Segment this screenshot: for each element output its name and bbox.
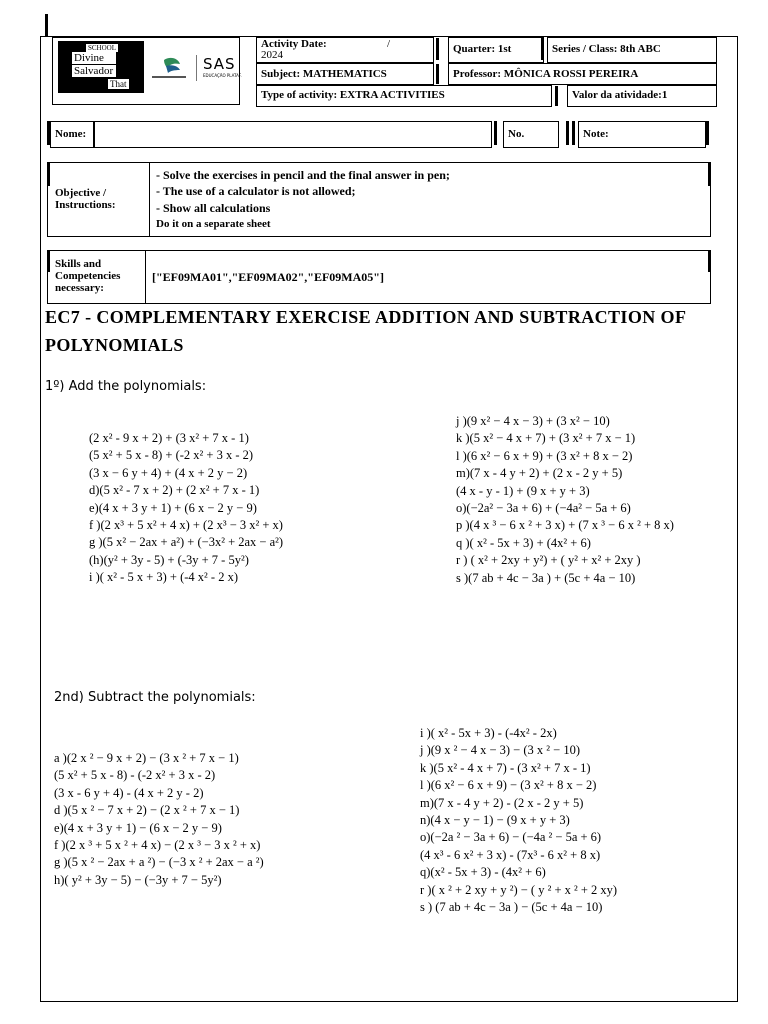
skills-label-line2: Competencies: [55, 270, 121, 282]
divider-bar: [555, 86, 558, 106]
exercise-item: e)(4 x + 3 y + 1) + (6 x − 2 y − 9): [89, 500, 257, 515]
quarter-cell: Quarter: 1st: [448, 37, 544, 63]
activity-date-slash: /: [387, 38, 391, 50]
exercise-item: j )(9 x² − 4 x − 3) + (3 x² − 10): [456, 414, 610, 428]
objective-label-line1: Objective /: [55, 187, 107, 199]
activity-date-label: Activity Date:: [261, 38, 327, 50]
exercise-item: (3 x − 6 y + 4) + (4 x + 2 y − 2): [89, 465, 248, 480]
exercise-item: g )(5 x² − 2ax + a²) + (−3x² + 2ax − a²): [89, 535, 284, 550]
exercise-item: k )(5 x² - 4 x + 7) - (3 x² + 7 x - 1): [420, 760, 591, 775]
series-class-cell: Series / Class: 8th ABC: [547, 37, 717, 63]
sas-logo: SAS: [203, 55, 236, 73]
top-corner-mark: [45, 14, 48, 36]
school-logo: [58, 41, 144, 93]
logo-separator: [196, 55, 197, 81]
subject-cell: Subject: MATHEMATICS: [256, 63, 434, 85]
divider-bar: [566, 121, 569, 145]
school-logo-line1: SCHOOL: [88, 44, 117, 52]
section1-right-list: [456, 413, 674, 587]
objective-label: [55, 187, 116, 211]
exercise-item: f )(2 x³ + 5 x² + 4 x) + (2 x³ − 3 x² + x): [89, 517, 283, 532]
divider-bar: [708, 162, 711, 186]
divider-bar: [708, 250, 711, 272]
divider-bar: [436, 38, 439, 60]
section2-left-list: [54, 750, 264, 889]
exercise-item: o)(−2a² − 3a + 6) + (−4a² − 5a + 6): [456, 500, 631, 515]
divider-bar: [572, 121, 575, 145]
instruction-item: Do it on a separate sheet: [156, 218, 271, 230]
exercise-item: r ) ( x² + 2xy + y²) + ( y² + x² + 2xy ): [456, 553, 641, 568]
instruction-item: - The use of a calculator is not allowed;: [156, 184, 356, 198]
exercise-item: o)(−2a ² − 3a + 6) − (−4a ² − 5a + 6): [420, 830, 602, 845]
section1-left-list: [89, 430, 283, 587]
activity-year: 2024: [261, 49, 283, 61]
professor-cell: Professor: MÔNICA ROSSI PEREIRA: [448, 63, 717, 85]
page-title-line2: POLYNOMIALS: [45, 335, 184, 355]
page-title-line1: EC7 - COMPLEMENTARY EXERCISE ADDITION AND SUBTRACTION OF: [45, 307, 687, 327]
exercise-item: l )(6 x² − 6 x + 9) − (3 x² + 8 x − 2): [420, 778, 597, 793]
divider-bar: [494, 121, 497, 145]
activity-date-cell: [256, 37, 434, 63]
exercise-item: k )(5 x² − 4 x + 7) + (3 x² + 7 x − 1): [456, 431, 636, 446]
exercise-item: d )(5 x ² − 7 x + 2) − (2 x ² + 7 x − 1): [54, 803, 240, 818]
type-of-activity-cell: Type of activity: EXTRA ACTIVITIES: [256, 85, 552, 107]
section2-right-list: [420, 725, 617, 916]
skills-value: ["EF09MA01","EF09MA02","EF09MA05"]: [152, 270, 384, 284]
exercise-item: q )( x² - 5x + 3) + (4x² + 6): [456, 535, 591, 550]
exercise-item: n)(4 x − y − 1) − (9 x + y + 3): [420, 812, 570, 827]
divider-bar: [541, 38, 544, 60]
name-field[interactable]: [94, 121, 492, 148]
exercise-item: (3 x - 6 y + 4) - (4 x + 2 y - 2): [54, 785, 204, 800]
divider-bar: [436, 64, 439, 84]
exercise-item: m)(7 x - 4 y + 2) - (2 x - 2 y + 5): [420, 795, 584, 810]
exercise-item: (5 x² + 5 x - 8) - (-2 x² + 3 x - 2): [54, 768, 216, 783]
exercise-item: s )(7 ab + 4c − 3a ) + (5c + 4a − 10): [456, 570, 636, 585]
sas-logo-sub: EDUCAÇÃO PLATAF.: [203, 73, 242, 78]
school-logo-line3: Salvador: [72, 65, 116, 77]
instruction-item: - Solve the exercises in pencil and the final answer in pen;: [156, 168, 450, 182]
skills-label: [55, 258, 120, 294]
note-label-cell: Note:: [578, 121, 706, 148]
exercise-item: i )( x² - 5 x + 3) + (-4 x² - 2 x): [89, 570, 238, 585]
exercise-item: s ) (7 ab + 4c − 3a ) − (5c + 4a − 10): [420, 899, 603, 914]
section2-heading: 2nd) Subtract the polynomials:: [54, 690, 256, 705]
exercise-item: (2 x² - 9 x + 2) + (3 x² + 7 x - 1): [89, 431, 249, 445]
exercise-item: f )(2 x ³ + 5 x ² + 4 x) − (2 x ³ − 3 x ² + x): [54, 837, 261, 852]
exercise-item: l )(6 x² − 6 x + 9) + (3 x² + 8 x − 2): [456, 448, 633, 463]
exercise-item: (h)(y² + 3y - 5) + (-3y + 7 - 5y²): [89, 552, 249, 567]
exercise-item: h)( y² + 3y − 5) − (−3y + 7 − 5y²): [54, 872, 222, 887]
exercise-item: r )( x ² + 2 xy + y ²) − ( y ² + x ² + 2 xy): [420, 882, 618, 897]
platform-leaf-icon: [150, 54, 190, 82]
exercise-item: (4 x³ - 6 x² + 3 x) - (7x³ - 6 x² + 8 x): [420, 847, 601, 862]
exercise-item: d)(5 x² - 7 x + 2) + (2 x² + 7 x - 1): [89, 483, 260, 498]
exercise-item: q)(x² - 5x + 3) - (4x² + 6): [420, 865, 546, 880]
exercise-item: p )(4 x ³ − 6 x ² + 3 x) + (7 x ³ − 6 x ² + 8 x): [456, 518, 674, 533]
number-label-cell: No.: [503, 121, 559, 148]
divider-bar: [706, 121, 709, 145]
exercise-item: a )(2 x ² − 9 x + 2) − (3 x ² + 7 x − 1): [54, 751, 239, 765]
exercise-item: j )(9 x ² − 4 x − 3) − (3 x ² − 10): [420, 743, 580, 758]
school-logo-line4: That: [110, 79, 127, 89]
instruction-item: - Show all calculations: [156, 201, 271, 215]
exercise-item: i )( x² - 5x + 3) - (-4x² - 2x): [420, 726, 557, 740]
exercise-item: (4 x - y - 1) + (9 x + y + 3): [456, 483, 590, 498]
exercise-item: (5 x² + 5 x - 8) + (-2 x² + 3 x - 2): [89, 448, 254, 463]
section1-heading: 1º) Add the polynomials:: [45, 379, 207, 394]
skills-label-line3: necessary:: [55, 282, 104, 294]
exercise-item: m)(7 x - 4 y + 2) + (2 x - 2 y + 5): [456, 466, 623, 481]
name-label-cell: Nome:: [50, 121, 94, 148]
school-logo-line2: Divine: [72, 52, 116, 64]
valor-cell: Valor da atividade:1: [567, 85, 717, 107]
skills-label-line1: Skills and: [55, 258, 102, 270]
objective-label-line2: Instructions:: [55, 199, 116, 211]
exercise-item: e)(4 x + 3 y + 1) − (6 x − 2 y − 9): [54, 820, 222, 835]
exercise-item: g )(5 x ² − 2ax + a ²) − (−3 x ² + 2ax − a ²): [54, 855, 264, 870]
